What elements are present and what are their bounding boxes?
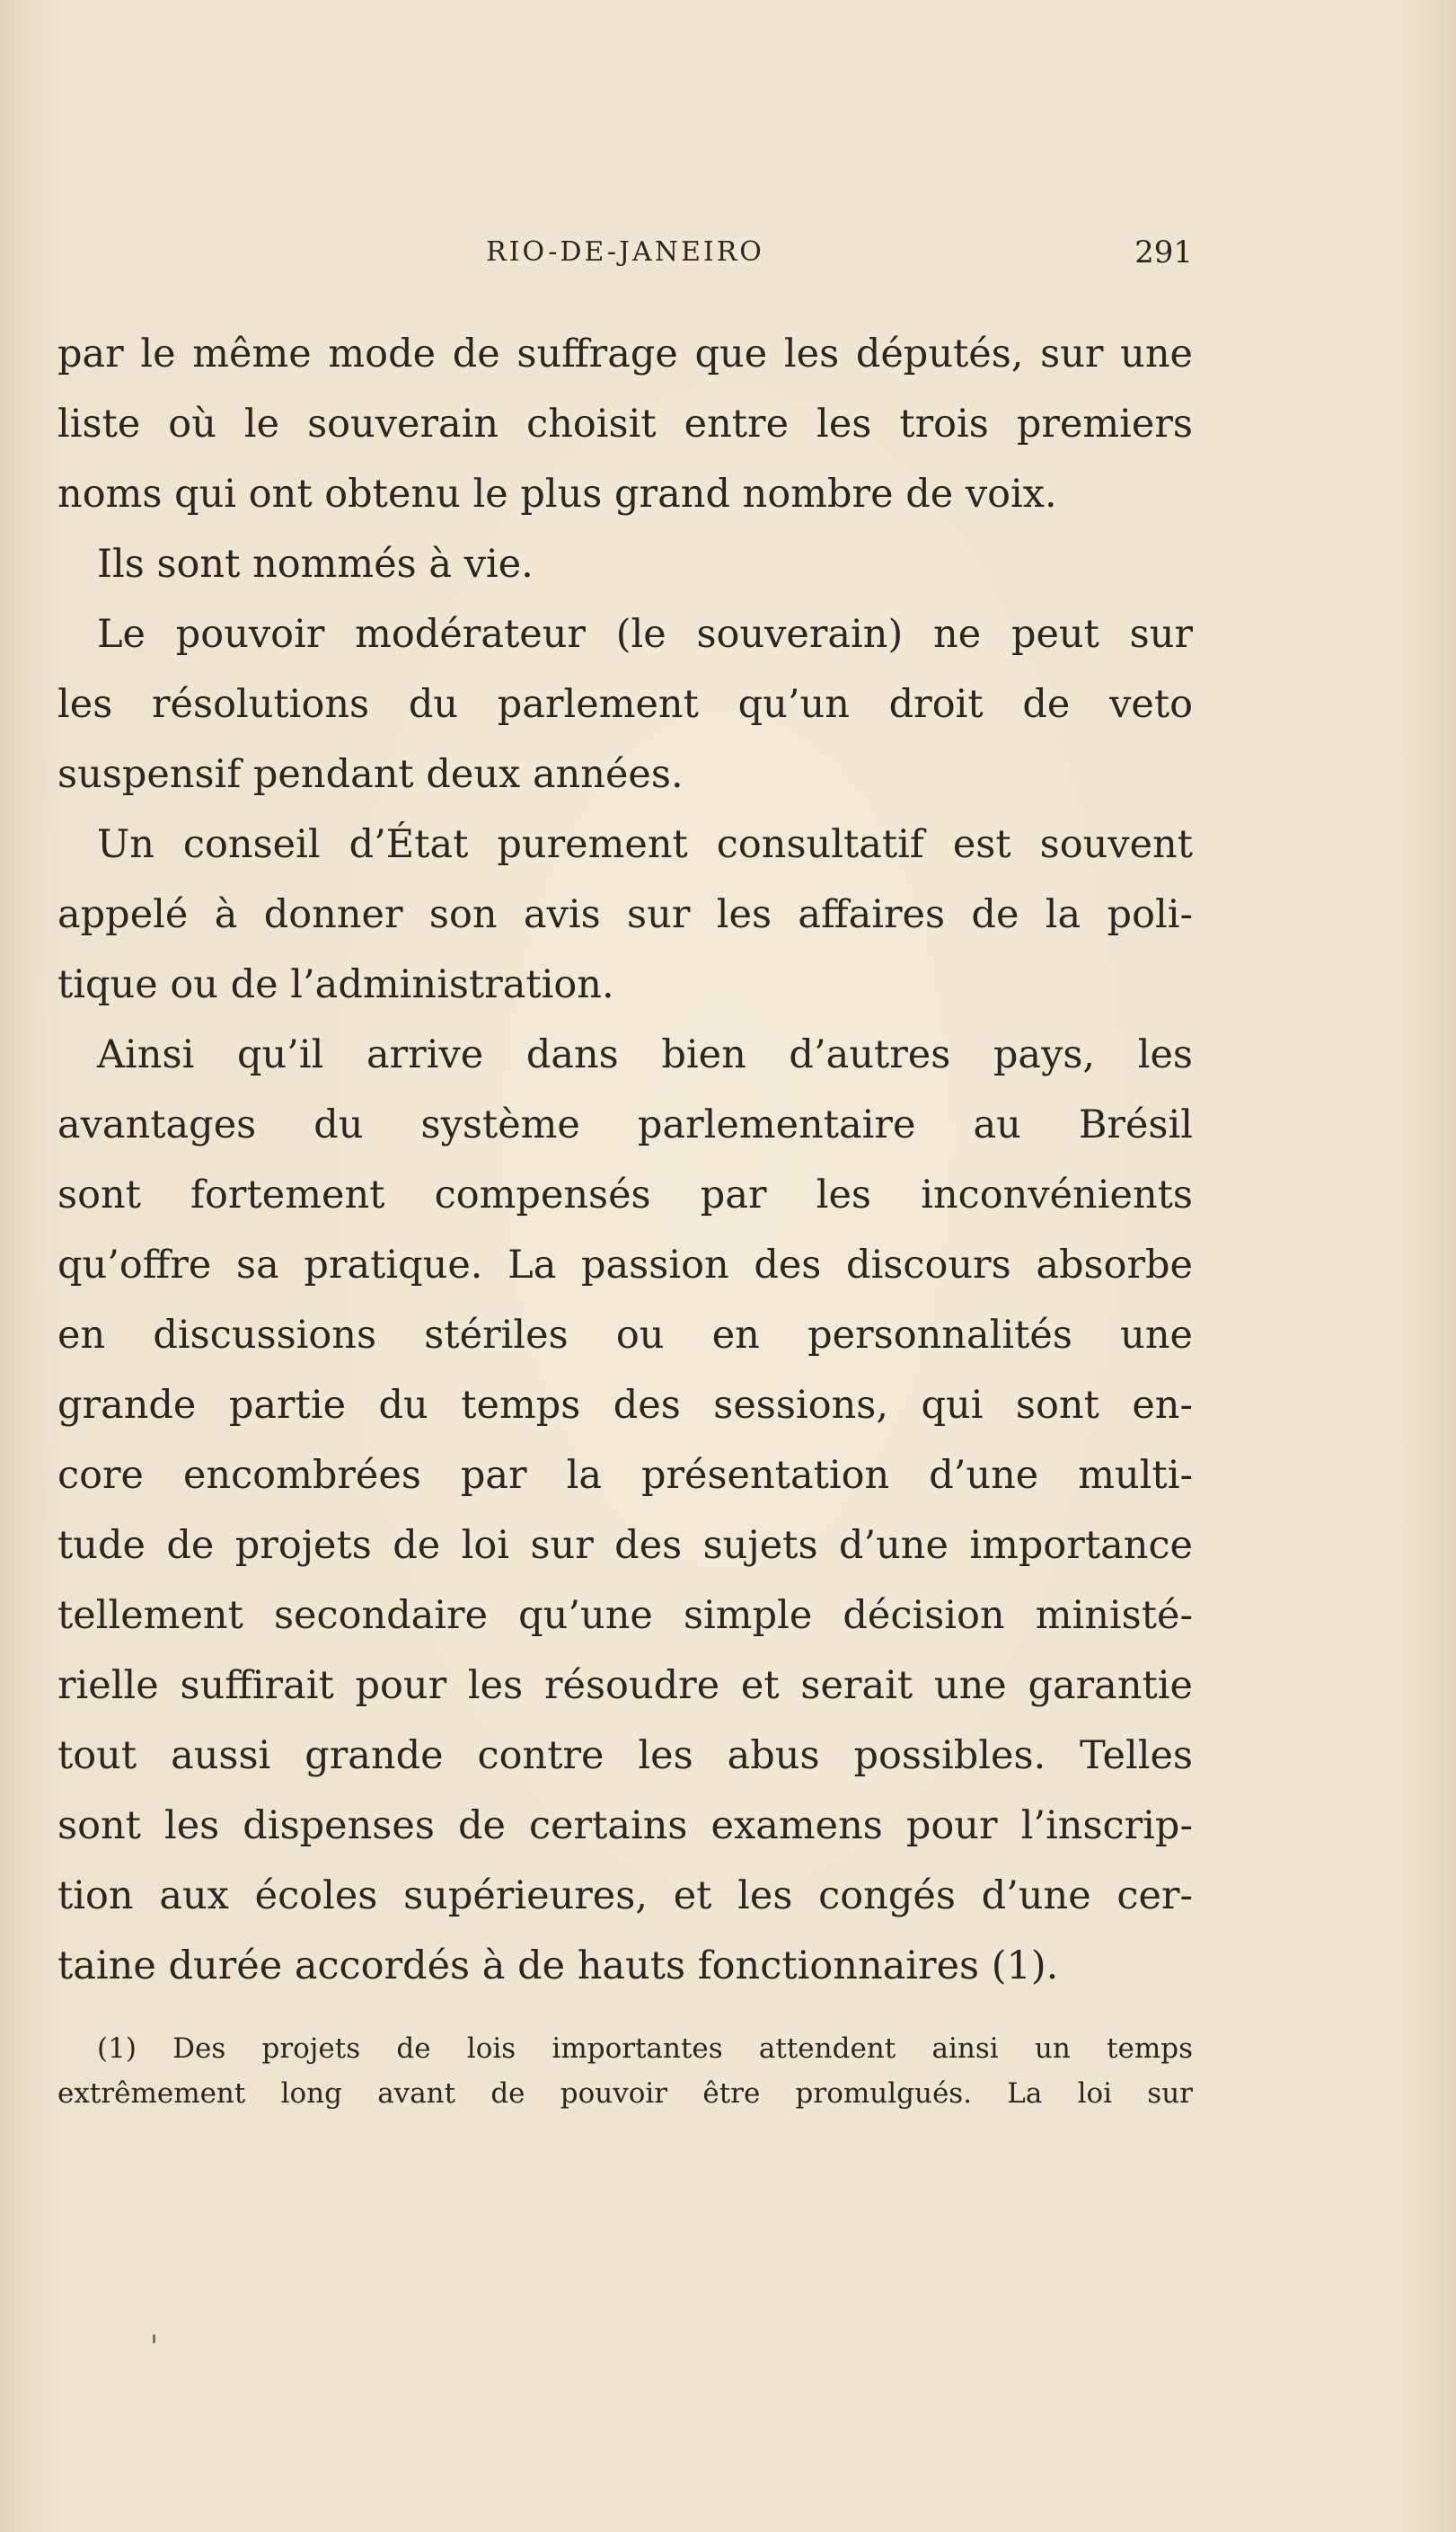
footnote-line: (1) Des projets de lois importantes attendent ainsi un temps xyxy=(97,2032,1193,2065)
running-head xyxy=(57,230,1193,275)
running-title: RIO-DE-JANEIRO xyxy=(486,236,764,268)
text-line: noms qui ont obtenu le plus grand nombre de voix. xyxy=(57,472,1057,517)
text-line: Un conseil d’État purement consultatif est souvent xyxy=(97,822,1193,867)
text-line: Ainsi qu’il arrive dans bien d’autres pays, les xyxy=(97,1032,1193,1077)
text-line: grande partie du temps des sessions, qui sont en- xyxy=(57,1383,1193,1428)
text-line: Le pouvoir modérateur (le souverain) ne peut sur xyxy=(97,612,1193,657)
text-line: par le même mode de suffrage que les députés, sur une xyxy=(57,332,1193,376)
text-line: sont fortement compensés par les inconvénients xyxy=(57,1173,1193,1217)
text-line: core encombrées par la présentation d’une multi- xyxy=(57,1453,1193,1498)
text-line: en discussions stériles ou en personnalités une xyxy=(57,1313,1193,1358)
text-line: tion aux écoles supérieures, et les congés d’une cer- xyxy=(57,1873,1193,1918)
text-line: appelé à donner son avis sur les affaires de la poli- xyxy=(57,892,1193,937)
page-number: 291 xyxy=(1134,235,1193,270)
text-line: taine durée accordés à de hauts fonctionnaires (1). xyxy=(57,1943,1059,1988)
text-line: sont les dispenses de certains examens pour l’inscrip- xyxy=(57,1803,1193,1848)
text-line: suspensif pendant deux années. xyxy=(57,752,684,797)
text-line: les résolutions du parlement qu’un droit de veto xyxy=(57,682,1193,727)
text-line: Ils sont nommés à vie. xyxy=(97,542,534,587)
footnote-line: extrêmement long avant de pouvoir être promulgués. La loi sur xyxy=(57,2077,1193,2110)
text-line: qu’offre sa pratique. La passion des discours absorbe xyxy=(57,1243,1193,1288)
text-line: tique ou de l’administration. xyxy=(57,962,614,1007)
text-line: tout aussi grande contre les abus possibles. Telles xyxy=(57,1733,1193,1778)
paper-speck xyxy=(153,2334,155,2343)
text-line: tellement secondaire qu’une simple décision ministé- xyxy=(57,1593,1193,1638)
text-line: rielle suffirait pour les résoudre et serait une garantie xyxy=(57,1663,1193,1708)
text-line: tude de projets de loi sur des sujets d’une importance xyxy=(57,1523,1193,1568)
footnote xyxy=(57,2026,1193,2116)
body-text xyxy=(57,319,1193,2001)
text-line: avantages du système parlementaire au Brésil xyxy=(57,1102,1193,1147)
text-line: liste où le souverain choisit entre les trois premiers xyxy=(57,402,1193,447)
